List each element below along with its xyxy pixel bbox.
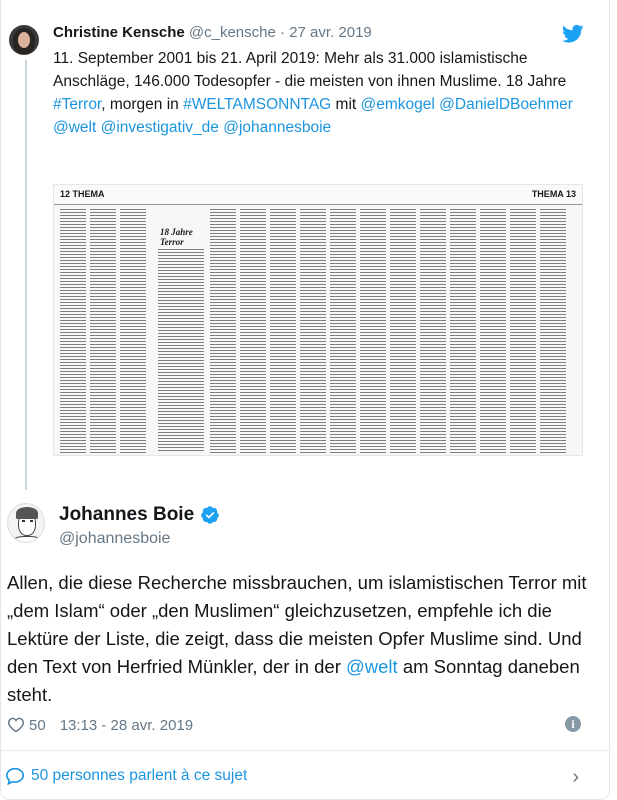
thread-connector-line (25, 60, 27, 490)
newspaper-text-column (420, 209, 446, 453)
newspaper-text-column (60, 209, 86, 453)
heart-like-icon[interactable] (7, 717, 25, 733)
text-link[interactable]: @emkogel (360, 96, 435, 113)
newspaper-text-column (210, 209, 236, 453)
avatar-eye (30, 520, 33, 522)
tweet-timestamp[interactable]: 13:13 - 28 avr. 2019 (59, 716, 194, 734)
tweet-meta-row (7, 714, 602, 736)
newspaper-text-column (270, 209, 296, 453)
newspaper-text-column (360, 209, 386, 453)
speech-bubble-icon (5, 767, 25, 785)
quoted-tweet-date[interactable]: 27 avr. 2019 (289, 24, 372, 41)
like-count[interactable]: 50 (29, 716, 46, 734)
newspaper-text-column (450, 209, 476, 453)
newspaper-text-column (90, 209, 116, 453)
quoted-tweet-text (53, 47, 598, 139)
newspaper-text-column (300, 209, 326, 453)
christine-kensche-avatar[interactable] (9, 25, 39, 55)
header-separator: · (280, 24, 286, 41)
quoted-author-name[interactable]: Christine Kensche (53, 24, 185, 41)
newspaper-header-bar (54, 185, 582, 205)
quoted-author-handle[interactable]: @c_kensche (188, 24, 276, 41)
avatar-hair (16, 507, 38, 519)
avatar-body (12, 536, 42, 543)
newspaper-text-column (158, 249, 204, 453)
newspaper-text-column (480, 209, 506, 453)
reply-author-name[interactable]: Johannes Boie (59, 504, 195, 525)
text-segment: , morgen in (101, 96, 184, 113)
newspaper-headline: 18 Jahre Terror (158, 225, 220, 245)
quoted-tweet-header (53, 24, 372, 41)
text-link[interactable]: @welt (346, 656, 398, 677)
text-link[interactable]: @welt (53, 119, 97, 136)
conversation-label[interactable]: 50 personnes parlent à ce sujet (31, 767, 248, 784)
text-segment: mit (331, 96, 361, 113)
newspaper-text-column (540, 209, 566, 453)
info-icon[interactable]: i (565, 716, 581, 732)
newspaper-text-column (240, 209, 266, 453)
newspaper-text-column (330, 209, 356, 453)
page-right-label: THEMA 13 (531, 189, 576, 199)
verified-badge-icon (200, 505, 220, 525)
twitter-bird-icon[interactable] (562, 24, 584, 44)
conversation-link[interactable] (5, 764, 605, 788)
newspaper-text-column (510, 209, 536, 453)
avatar-face (18, 32, 30, 48)
newspaper-text-column (120, 209, 146, 453)
text-segment: Allen, die diese Recherche missbrauchen, um islamistischen Terror mit „dem Islam“ oder „den Muslimen“ gleichzusetzen, empfehle ich die Lektüre der Liste, die zeigt, dass die meisten Opfer Muslime sind. Und den Text von Herfried Münkler, der in der (7, 572, 587, 677)
section-divider (1, 750, 611, 751)
text-link[interactable]: #Terror (53, 96, 102, 113)
johannes-boie-avatar[interactable] (7, 503, 45, 543)
avatar-eye (22, 520, 25, 522)
page-left-label: 12 THEMA (60, 189, 105, 199)
reply-tweet-text (7, 569, 597, 709)
chevron-right-icon[interactable]: › (572, 766, 579, 788)
text-segment: am Sonntag daneben steht. (7, 656, 580, 705)
reply-author-handle[interactable]: @johannesboie (59, 530, 171, 547)
text-link[interactable]: @DanielDBoehmer (439, 96, 573, 113)
text-link[interactable]: @johannesboie (223, 119, 332, 136)
text-segment: 11. September 2001 bis 21. April 2019: Mehr als 31.000 islamistische Anschläge, 146.000 Todesopfer - die meisten von ihnen Muslime. 18 Jahre (53, 50, 567, 90)
text-link[interactable]: #WELTAMSONNTAG (183, 96, 332, 113)
newspaper-text-column (390, 209, 416, 453)
text-link[interactable]: @investigativ_de (100, 119, 219, 136)
reply-author-name-row[interactable] (59, 504, 220, 526)
newspaper-spread-image[interactable] (53, 184, 583, 456)
